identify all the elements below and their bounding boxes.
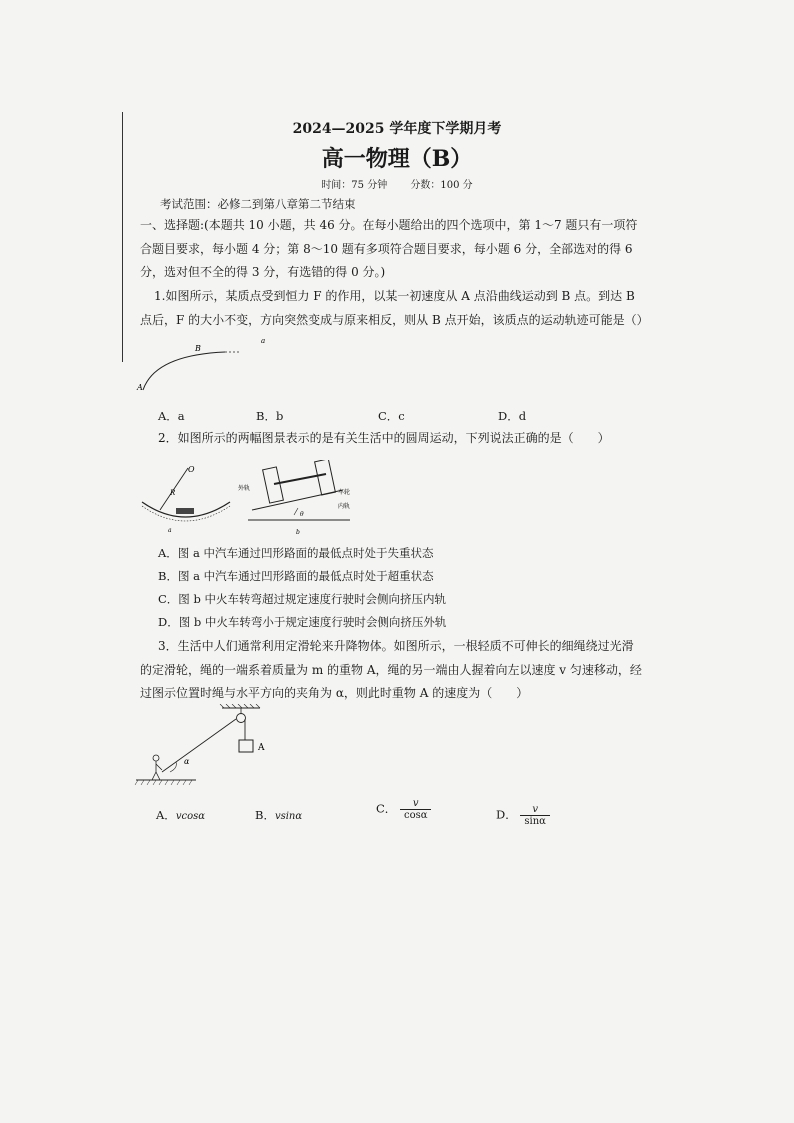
q3-figure bbox=[132, 704, 282, 790]
subject-title: 高一物理（B） bbox=[321, 146, 473, 172]
q2-label-inner-rail: 内轨 bbox=[338, 503, 351, 510]
exam-scope: 考试范围：必修二到第八章第二节结束 bbox=[160, 197, 356, 211]
q2-option-b[interactable]: B．图 a 中汽车通过凹形路面的最低点时处于超重状态 bbox=[158, 569, 434, 583]
q3-label-angle: α bbox=[184, 757, 190, 766]
q3-person-icon bbox=[153, 755, 159, 761]
q3-option-d[interactable]: D． $\frac{v}{\sin\alpha}$ bbox=[496, 804, 550, 827]
exam-term-title: 2024—2025 学年度下学期月考 bbox=[292, 121, 502, 137]
q2-label-theta: θ bbox=[300, 511, 304, 518]
q1-trajectory-curve bbox=[143, 352, 225, 390]
q1-label-b: B bbox=[195, 344, 201, 353]
q3-option-d-fraction: $\frac{v}{\sin\alpha}$ bbox=[520, 804, 550, 827]
q2-label-outer-rail: 外轨 bbox=[238, 485, 251, 492]
q1-text: 1.如图所示，某质点受到恒力 F 的作用，以某一初速度从 A 点沿曲线运动到 B 点。到达 B 点后，F 的大小不变，方向突然变成与原来相反，则从 B 点开始，该质点的运动轨迹可能是（） bbox=[140, 289, 649, 327]
q3-pulley-icon bbox=[237, 714, 246, 723]
q1-figure bbox=[135, 335, 275, 395]
q3-text: 3．生活中人们通常利用定滑轮来升降物体。如图所示，一根轻质不可伸长的细绳绕过光滑的定滑轮，绳的一端系着质量为 m 的重物 A，绳的另一端由人握着向左以速度 v 匀速移动，经过图示位置时绳与水平方向的夹角为 α，则此时重物 A 的速度为（ ） bbox=[140, 639, 642, 700]
q2-option-c[interactable]: C．图 b 中火车转弯超过规定速度行驶时会侧向挤压内轨 bbox=[158, 592, 446, 606]
exam-time: 时间：75 分钟 bbox=[321, 180, 388, 191]
q2-caption-a: a bbox=[168, 527, 172, 534]
q2-label-o: O bbox=[188, 465, 195, 474]
section1-instructions: 一、选择题:(本题共 10 小题，共 46 分。在每小题给出的四个选项中，第 1～7 题只有一项符合题目要求，每小题 4 分；第 8～10 题有多项符合题目要求，每小题 6 分，全部选对的得 6 分，选对但不全的得 3 分，有选错的得 0 分。) bbox=[140, 218, 638, 279]
exam-score: 分数：100 分 bbox=[410, 180, 473, 191]
q1-option-d[interactable]: D．d bbox=[498, 409, 527, 423]
q1-label-curve: a bbox=[261, 337, 266, 345]
q3-block bbox=[239, 740, 253, 752]
q1-option-b[interactable]: B．b bbox=[256, 409, 284, 423]
q2-caption-b: b bbox=[296, 529, 300, 536]
q2-figure-b bbox=[238, 460, 358, 538]
q3-option-a[interactable]: A．vcosα bbox=[156, 808, 205, 822]
q1-option-a[interactable]: A．a bbox=[158, 409, 185, 423]
exam-meta bbox=[0, 176, 794, 191]
q2-figure-a bbox=[140, 462, 235, 534]
q3-rope bbox=[162, 719, 236, 772]
q3-option-c[interactable]: C． $\frac{v}{\cos\alpha}$ bbox=[376, 798, 431, 821]
q1-label-a: A bbox=[137, 383, 143, 392]
q3-option-c-fraction: $\frac{v}{\cos\alpha}$ bbox=[400, 798, 432, 821]
q2-label-wheel: 车轮 bbox=[338, 489, 351, 496]
q2-option-a[interactable]: A．图 a 中汽车通过凹形路面的最低点时处于失重状态 bbox=[158, 546, 434, 560]
q3-option-b[interactable]: B．vsinα bbox=[255, 808, 303, 822]
q2-car-icon bbox=[176, 508, 194, 514]
q2-label-r: R bbox=[170, 489, 176, 497]
q2-text: 2．如图所示的两幅图景表示的是有关生活中的圆周运动，下列说法正确的是（ ） bbox=[158, 431, 610, 445]
q1-option-c[interactable]: C．c bbox=[378, 409, 405, 423]
q2-option-d[interactable]: D．图 b 中火车转弯小于规定速度行驶时会侧向挤压外轨 bbox=[158, 615, 447, 629]
q3-label-block: A bbox=[258, 743, 265, 753]
